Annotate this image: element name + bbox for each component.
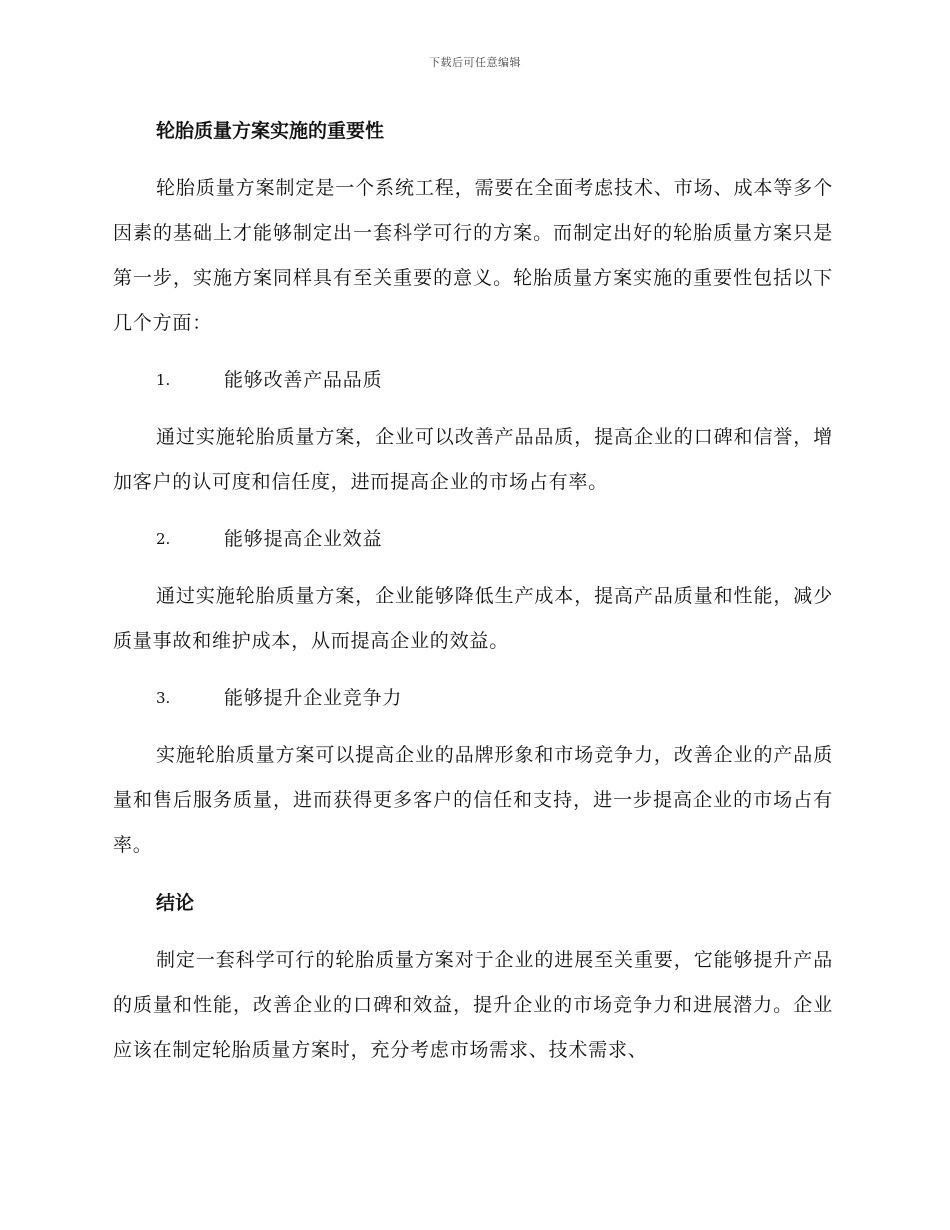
- item-1-paragraph: 通过实施轮胎质量方案，企业可以改善产品品质，提高企业的口碑和信誉，增加客户的认可度和信任度，进而提高企业的市场占有率。: [113, 426, 833, 493]
- document-body: [113, 108, 833, 1085]
- conclusion-paragraph: 制定一套科学可行的轮胎质量方案对于企业的进展至关重要，它能够提升产品的质量和性能，改善企业的口碑和效益，提升企业的市场竞争力和进展潜力。企业应该在制定轮胎质量方案时，充分考虑市场需求、技术需求、: [113, 949, 833, 1061]
- intro-paragraph: 轮胎质量方案制定是一个系统工程，需要在全面考虑技术、市场、成本等多个因素的基础上才能够制定出一套科学可行的方案。而制定出好的轮胎质量方案只是第一步，实施方案同样具有至关重要的意义。轮胎质量方案实施的重要性包括以下几个方面：: [113, 177, 833, 334]
- list-number: 2.: [156, 530, 171, 548]
- item-2-paragraph: 通过实施轮胎质量方案，企业能够降低生产成本，提高产品质量和性能，减少质量事故和维护成本，从而提高企业的效益。: [113, 585, 833, 652]
- list-item-1: [113, 358, 833, 403]
- header-note: 下载后可任意编辑: [429, 56, 521, 69]
- list-title: 能够提高企业效益: [224, 528, 383, 550]
- list-title: 能够提升企业竞争力: [224, 687, 403, 709]
- list-title: 能够改善产品品质: [224, 369, 383, 391]
- list-item-3: [113, 676, 833, 721]
- item-3-paragraph: 实施轮胎质量方案可以提高企业的品牌形象和市场竞争力，改善企业的产品质量和售后服务质量，进而获得更多客户的信任和支持，进一步提高企业的市场占有率。: [113, 744, 833, 856]
- list-item-2: [113, 517, 833, 562]
- conclusion-heading: 结论: [156, 892, 195, 914]
- list-number: 3.: [156, 689, 171, 707]
- section-heading: 轮胎质量方案实施的重要性: [156, 120, 385, 142]
- list-number: 1.: [156, 371, 171, 389]
